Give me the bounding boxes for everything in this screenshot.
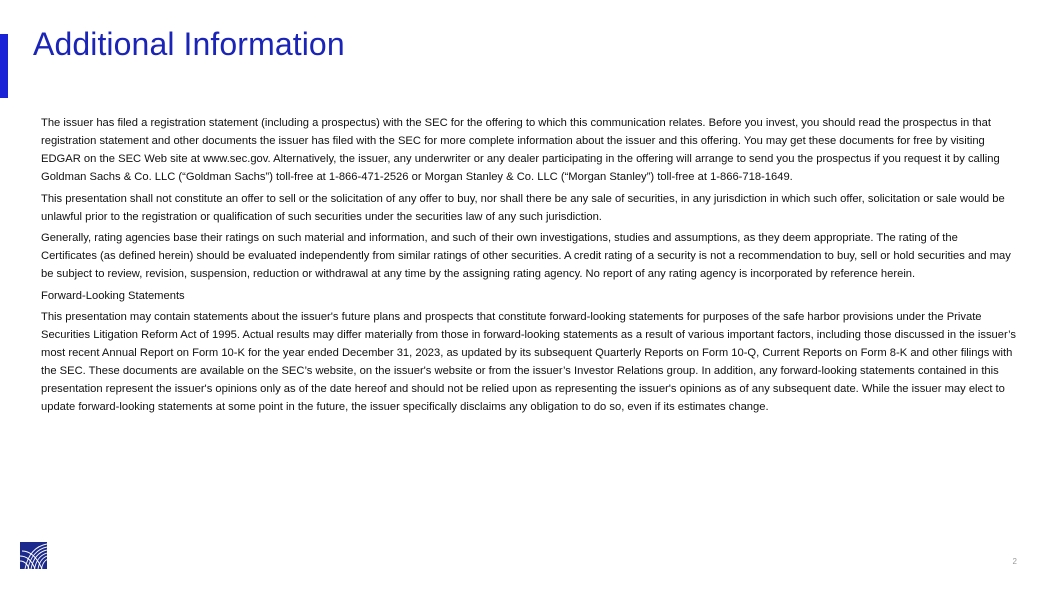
page-number: 2 [1012,557,1017,566]
ratings-paragraph: Generally, rating agencies base their ratings on such material and information, and such of their own investigations, studies and assumptions, as they deem appropriate. The rating of the Certificates (as defined herein) should be evaluated independently from similar ratings of other securities. A credit rating of a security is not a recommendation to buy, sell or hold securities and may be subject to review, revision, suspension, reduction or withdrawal at any time by the assigning rating agency. No report of any rating agency is incorporated by reference herein. [41,232,1011,280]
forward-looking-paragraph: This presentation may contain statements about the issuer's future plans and prospects that constitute forward-looking statements for purposes of the safe harbor provisions under the Private Securities Litigation Reform Act of 1995. Actual results may differ materially from those in forward-looking statements as a result of various important factors, including those discussed in the issuer’s most recent Annual Report on Form 10-K for the year ended December 31, 2023, as updated by its subsequent Quarterly Reports on Form 10-Q, Current Reports on Form 8-K and other filings with the SEC. These documents are available on the SEC’s website, on the issuer's website or from the issuer’s Investor Relations group. In addition, any forward-looking statements contained in this presentation represent the issuer's opinions only as of the date hereof and should not be relied upon as representing the issuer's opinions as of any subsequent date. While the issuer may elect to update forward-looking statements at some point in the future, the issuer specifically disclaims any obligation to do so, even if its estimates change. [41,311,1017,413]
disclaimer-body [41,114,1016,420]
forward-looking-heading: Forward-Looking Statements [41,289,185,302]
page-title: Additional Information [33,26,345,62]
no-offer-paragraph: This presentation shall not constitute an offer to sell or the solicitation of any offer to buy, nor shall there be any sale of securities, in any jurisdiction in which such offer, solicitation or sale would be unlawful prior to the registration or qualification of such securities under the securities law of any such jurisdiction. [41,192,1005,223]
title-accent-bar [0,34,8,98]
globe-logo-icon [20,542,47,569]
registration-statement-paragraph: The issuer has filed a registration statement (including a prospectus) with the SEC for the offering to which this communication relates. Before you invest, you should read the prospectus in that registration statement and other documents the issuer has filed with the SEC for more complete information about the issuer and this offering. You may get these documents for free by visiting EDGAR on the SEC Web site at www.sec.gov. Alternatively, the issuer, any underwriter or any dealer participating in the offering will arrange to send you the prospectus if you request it by calling Goldman Sachs & Co. LLC (“Goldman Sachs”) toll-free at 1-866-471-2526 or Morgan Stanley & Co. LLC (“Morgan Stanley”) toll-free at 1-866-718-1649. [41,117,1000,183]
